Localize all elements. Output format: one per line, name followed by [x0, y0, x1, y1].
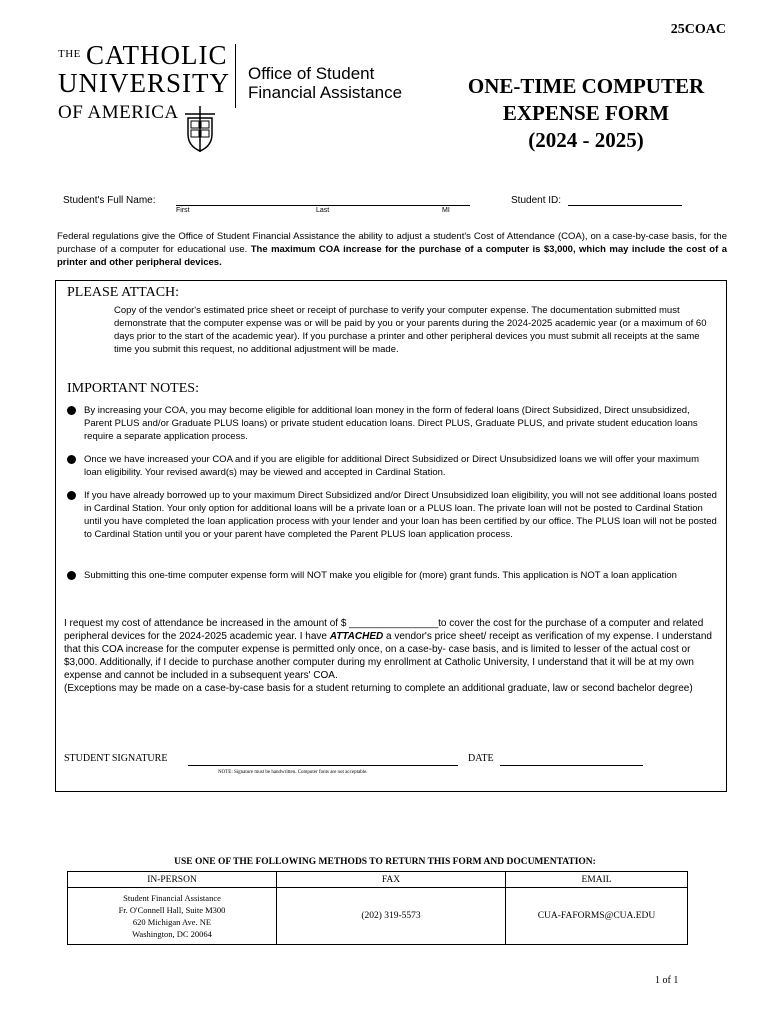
middle-initial-caption: MI [442, 207, 450, 214]
office-line-1: Office of Student [248, 64, 375, 83]
intro-bold: The maximum COA increase for the purchase of a computer is $3,000, which may include the cost of a printer and other peripheral devices. [57, 244, 727, 268]
form-code: 25COAC [670, 22, 726, 37]
fax-number: (202) 319-5573 [277, 888, 506, 945]
address-line: Washington, DC 20064 [132, 929, 212, 939]
university-logo [58, 40, 418, 155]
office-name [248, 64, 402, 102]
logo-of-america: OF AMERICA [58, 102, 179, 123]
return-methods-table [67, 871, 688, 945]
request-text-1: I request my cost of attendance be increased in the amount of $ ________________to cover the cost for the purchase of a computer and related peripheral devices for the 2024-2025 academic year. I have [64, 618, 704, 642]
important-notes-heading: IMPORTANT NOTES: [67, 381, 199, 396]
name-field[interactable] [176, 205, 470, 206]
logo-university: UNIVERSITY [58, 68, 230, 98]
page-number: 1 of 1 [655, 975, 679, 986]
column-fax: FAX [277, 872, 506, 888]
attached-emphasis: ATTACHED [329, 631, 384, 642]
signature-field[interactable] [188, 765, 458, 766]
address-line: Student Financial Assistance [123, 893, 221, 903]
note-item: Submitting this one-time computer expense form will NOT make you eligible for (more) grant funds. This application is NOT a loan application [84, 570, 677, 581]
request-text-2: a vendor's price sheet/ receipt as verification of my expense. I understand that this COA increase for the computer expense is permitted only once, on a case-by- case basis, and is limited to lesser of the actual cost or $3,000. Additionally, if I decide to purchase another computer during my enrollment at Catholic University, I understand that it will be at my own expense and cannot be included in a subsequent years' COA. [64, 631, 712, 681]
logo-divider [235, 44, 236, 108]
column-in-person: IN-PERSON [68, 872, 277, 888]
bullet-icon [67, 455, 76, 464]
form-title [430, 73, 742, 154]
title-line-3: (2024 - 2025) [528, 128, 644, 152]
return-methods-heading: USE ONE OF THE FOLLOWING METHODS TO RETURN THIS FORM AND DOCUMENTATION: [174, 857, 596, 867]
student-id-label: Student ID: [511, 195, 562, 206]
date-field[interactable] [500, 765, 643, 766]
bullet-icon [67, 571, 76, 580]
in-person-address [68, 888, 277, 945]
intro-paragraph [57, 230, 727, 269]
logo-catholic: CATHOLIC [86, 40, 228, 70]
intro-text: Federal regulations give the Office of Student Financial Assistance the ability to adjust a student's Cost of Attendance (COA), on a case-by-case basis, for the purchase of a computer for educational use. [57, 231, 727, 255]
request-statement [64, 617, 724, 695]
exceptions-text: (Exceptions may be made on a case-by-case basis for a student returning to complete an additional graduate, law or second bachelor degree) [64, 683, 693, 694]
logo-the: THE [58, 48, 81, 60]
note-item: If you have already borrowed up to your maximum Direct Subsidized and/or Direct Unsubsidized loan eligibility, you will not see additional loans posted in Cardinal Station. Your only option for additional loans will be a private loan or a PLUS loan. The private loan will not be posted to Cardinal Station until you have completed the loan application process with your lender and your loan has been certified by our office. The PLUS loan will not be posted to Cardinal Station until you or your parent have completed the Parent PLUS loan application process. [84, 490, 717, 540]
title-line-1: ONE-TIME COMPUTER [467, 74, 705, 98]
bullet-icon [67, 406, 76, 415]
please-attach-heading: PLEASE ATTACH: [67, 285, 180, 300]
signature-label: STUDENT SIGNATURE [64, 753, 168, 764]
office-line-2: Financial Assistance [248, 83, 403, 102]
university-seal-icon [185, 106, 215, 152]
address-line: Fr. O'Connell Hall, Suite M300 [118, 905, 226, 915]
please-attach-text: Copy of the vendor's estimated price sheet or receipt of purchase to verify your computer expense. The documentation submitted must demonstrate that the computer expense was or will be paid by you or your parents during the 2024-2025 academic year (or a maximum of 60 days prior to the start of the academic year). If you purchase a printer and other peripheral devices you must submit all receipts at the same time you submit this request, no additional adjustment will be made. [114, 305, 707, 355]
student-id-field[interactable] [568, 205, 682, 206]
column-email: EMAIL [506, 872, 688, 888]
note-item: Once we have increased your COA and if you are eligible for additional Direct Subsidized or Direct Unsubsidized loans we will offer your maximum loan eligibility. Your revised award(s) may be viewed and accepted in Cardinal Station. [84, 454, 699, 478]
note-item: By increasing your COA, you may become eligible for additional loan money in the form of federal loans (Direct Subsidized, Direct unsubsidized, Parent PLUS and/or Graduate PLUS loans) or private student education loans. Direct PLUS, Graduate PLUS, and private student education loans require a separate application process. [84, 405, 698, 442]
email-address[interactable]: CUA-FAFORMS@CUA.EDU [506, 888, 688, 945]
signature-note: NOTE: Signature must be handwritten. Computer fonts are not acceptable. [218, 770, 368, 775]
name-label: Student's Full Name: [63, 195, 156, 206]
title-line-2: EXPENSE FORM [502, 101, 670, 125]
first-name-caption: First [176, 207, 190, 214]
bullet-icon [67, 491, 76, 500]
address-line: 620 Michigan Ave. NE [132, 917, 212, 927]
last-name-caption: Last [316, 207, 330, 214]
date-label: DATE [468, 753, 494, 764]
